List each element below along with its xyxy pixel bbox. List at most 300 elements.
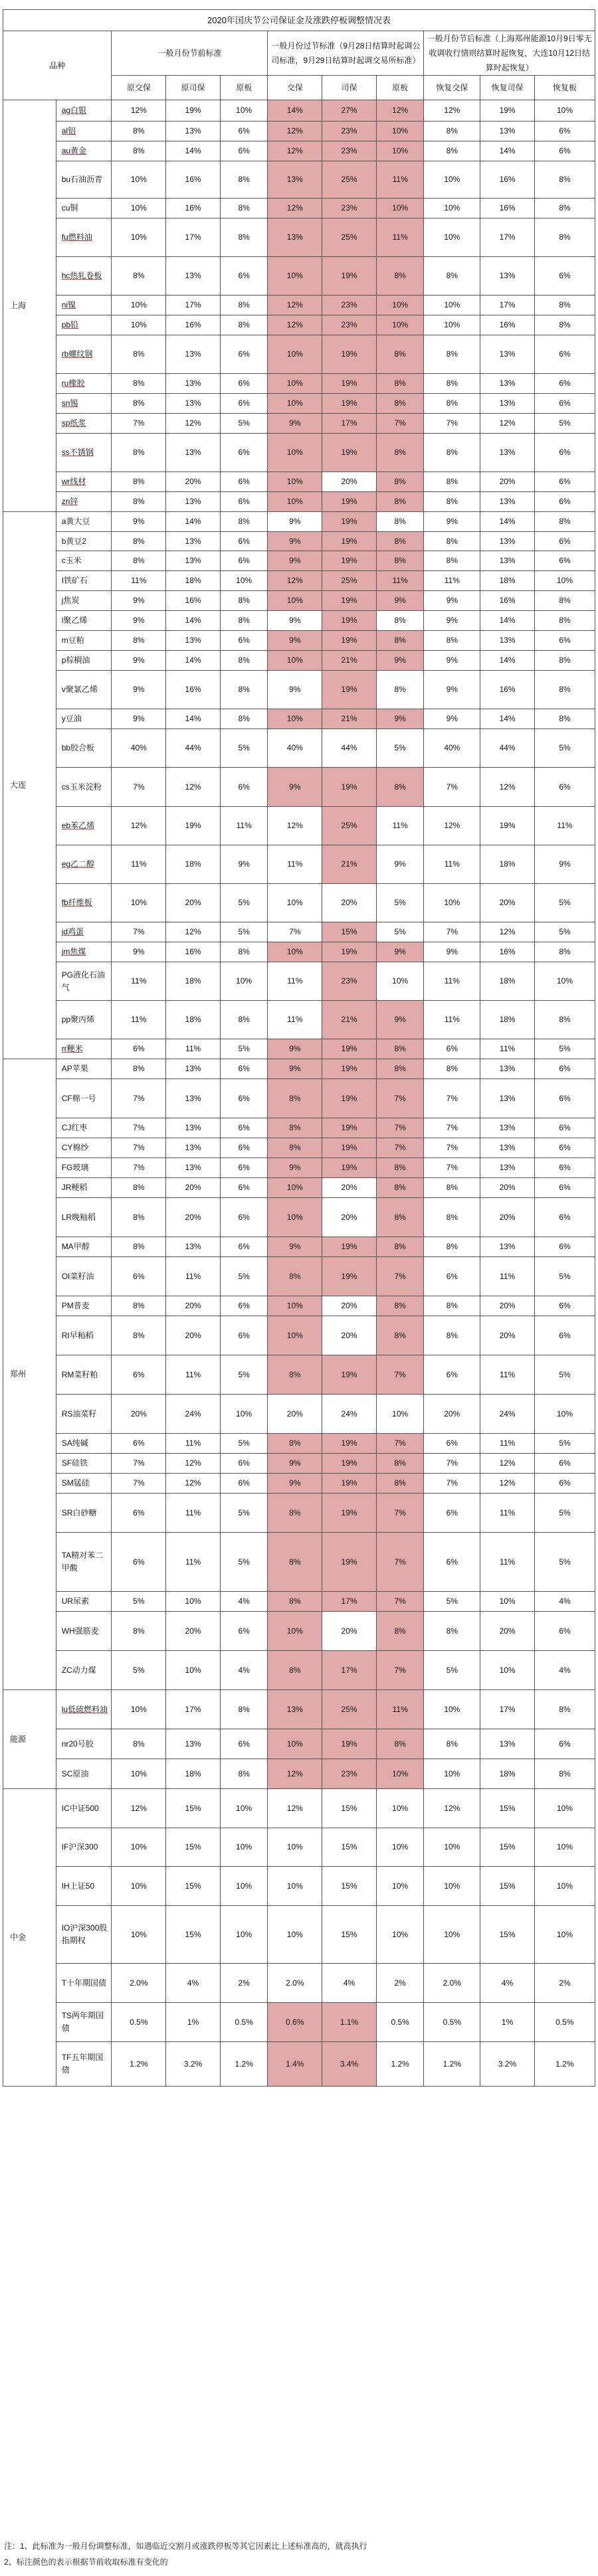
product-name: I铁矿石 — [61, 576, 88, 585]
product-name: RM菜籽粕 — [61, 1369, 98, 1379]
table-row — [3, 122, 595, 141]
product-name: CF棉一号 — [61, 1093, 96, 1103]
value-cell: 5% — [534, 922, 595, 942]
product-name: lu低硫燃料油 — [61, 1704, 108, 1714]
value-cell: 10% — [376, 141, 424, 161]
value-cell: 13% — [480, 1729, 535, 1759]
subheader-cell: 恢复交保 — [424, 76, 480, 100]
value-cell: 19% — [166, 807, 221, 845]
product-name: TF五年期国债 — [61, 2053, 104, 2075]
value-cell: 44% — [480, 729, 535, 768]
value-cell: 10% — [268, 1316, 322, 1355]
value-cell: 10% — [268, 335, 322, 374]
value-cell: 10% — [112, 1690, 166, 1729]
value-cell: 19% — [322, 1059, 377, 1079]
value-cell: 10% — [534, 1395, 595, 1434]
value-cell: 19% — [322, 1237, 377, 1257]
value-cell: 19% — [322, 434, 377, 472]
value-cell: 15% — [480, 1789, 535, 1828]
value-cell: 8% — [376, 1729, 424, 1759]
table-row — [3, 512, 595, 532]
value-cell: 16% — [480, 161, 535, 199]
value-cell: 8% — [220, 942, 268, 962]
value-cell: 16% — [480, 671, 535, 709]
value-cell: 19% — [322, 492, 377, 512]
value-cell: 8% — [376, 257, 424, 296]
value-cell: 23% — [322, 122, 377, 141]
value-cell: 23% — [322, 296, 377, 315]
value-cell: 13% — [480, 1158, 535, 1178]
value-cell: 12% — [480, 414, 535, 434]
value-cell: 9% — [376, 709, 424, 729]
value-cell: 7% — [112, 1079, 166, 1118]
value-cell: 14% — [480, 611, 535, 631]
value-cell: 19% — [322, 394, 377, 414]
subheader-cell: 司保 — [322, 76, 377, 100]
value-cell: 19% — [322, 1533, 377, 1592]
product-name-cell — [56, 199, 112, 218]
table-row — [3, 532, 595, 551]
value-cell: 4% — [220, 1592, 268, 1612]
value-cell: 6% — [534, 1612, 595, 1651]
value-cell: 9% — [424, 611, 480, 631]
value-cell: 6% — [534, 122, 595, 141]
value-cell: 23% — [322, 315, 377, 335]
value-cell: 14% — [480, 512, 535, 532]
value-cell: 8% — [424, 1316, 480, 1355]
value-cell: 13% — [166, 335, 221, 374]
value-cell: 8% — [424, 472, 480, 492]
value-cell: 8% — [268, 1118, 322, 1138]
value-cell: 6% — [220, 1118, 268, 1138]
value-cell: 8% — [112, 1612, 166, 1651]
value-cell: 7% — [424, 1474, 480, 1494]
product-name: eb苯乙烯 — [61, 821, 95, 830]
value-cell: 14% — [166, 611, 221, 631]
value-cell: 0.5% — [534, 2003, 595, 2042]
value-cell: 9% — [268, 671, 322, 709]
table-row — [3, 591, 595, 611]
product-name-cell — [56, 1158, 112, 1178]
value-cell: 5% — [220, 884, 268, 922]
value-cell: 7% — [112, 1454, 166, 1474]
product-name-cell — [56, 1355, 112, 1395]
value-cell: 20% — [480, 1198, 535, 1237]
value-cell: 8% — [112, 472, 166, 492]
value-cell: 2.0% — [424, 1964, 480, 2003]
value-cell: 20% — [166, 1178, 221, 1198]
table-row — [3, 1494, 595, 1533]
value-cell: 19% — [322, 1434, 377, 1454]
subheader-cell: 恢复板 — [534, 76, 595, 100]
value-cell: 18% — [166, 845, 221, 884]
value-cell: 11% — [480, 1494, 535, 1533]
value-cell: 7% — [424, 1158, 480, 1178]
value-cell: 7% — [376, 1355, 424, 1395]
product-name-cell — [56, 434, 112, 472]
value-cell: 7% — [424, 1079, 480, 1118]
table-row — [3, 768, 595, 807]
value-cell: 6% — [534, 1079, 595, 1118]
product-name: y豆油 — [61, 714, 82, 723]
value-cell: 11% — [112, 962, 166, 1001]
value-cell: 12% — [268, 296, 322, 315]
value-cell: 6% — [424, 1355, 480, 1395]
value-cell: 17% — [322, 414, 377, 434]
value-cell: 16% — [480, 199, 535, 218]
value-cell: 11% — [480, 1257, 535, 1296]
value-cell: 8% — [220, 296, 268, 315]
value-cell: 11% — [376, 218, 424, 257]
value-cell: 5% — [534, 1039, 595, 1059]
value-cell: 18% — [480, 571, 535, 591]
value-cell: 10% — [220, 100, 268, 122]
value-cell: 8% — [376, 394, 424, 414]
value-cell: 7% — [376, 1651, 424, 1690]
product-name: cu铜 — [61, 203, 78, 213]
value-cell: 4% — [220, 1651, 268, 1690]
value-cell: 19% — [322, 1118, 377, 1138]
value-cell: 9% — [112, 611, 166, 631]
value-cell: 10% — [376, 1395, 424, 1434]
value-cell: 16% — [166, 591, 221, 611]
value-cell: 23% — [322, 141, 377, 161]
value-cell: 13% — [480, 492, 535, 512]
subheader-cell: 交保 — [268, 76, 322, 100]
value-cell: 9% — [534, 845, 595, 884]
value-cell: 4% — [534, 1592, 595, 1612]
value-cell: 15% — [322, 1867, 377, 1906]
value-cell: 11% — [112, 1001, 166, 1039]
value-cell: 16% — [480, 942, 535, 962]
table-row — [3, 1178, 595, 1198]
value-cell: 10% — [268, 1828, 322, 1867]
product-name-cell — [56, 512, 112, 532]
value-cell: 10% — [220, 1867, 268, 1906]
table-row — [3, 942, 595, 962]
value-cell: 2% — [376, 1964, 424, 2003]
value-cell: 11% — [424, 571, 480, 591]
table-row — [3, 335, 595, 374]
value-cell: 5% — [220, 414, 268, 434]
table-row — [3, 1001, 595, 1039]
value-cell: 6% — [220, 1729, 268, 1759]
value-cell: 8% — [376, 1237, 424, 1257]
table-row — [3, 1651, 595, 1690]
value-cell: 15% — [166, 1867, 221, 1906]
value-cell: 10% — [376, 315, 424, 335]
product-name-cell — [56, 768, 112, 807]
value-cell: 13% — [166, 1059, 221, 1079]
value-cell: 14% — [268, 100, 322, 122]
value-cell: 19% — [322, 1079, 377, 1118]
value-cell: 17% — [480, 1690, 535, 1729]
value-cell: 6% — [534, 1198, 595, 1237]
value-cell: 12% — [268, 315, 322, 335]
value-cell: 10% — [268, 492, 322, 512]
value-cell: 6% — [534, 434, 595, 472]
value-cell: 9% — [268, 631, 322, 651]
value-cell: 6% — [220, 631, 268, 651]
value-cell: 10% — [376, 1867, 424, 1906]
value-cell: 19% — [480, 807, 535, 845]
product-name-cell — [56, 1533, 112, 1592]
value-cell: 6% — [220, 434, 268, 472]
value-cell: 10% — [480, 1651, 535, 1690]
value-cell: 12% — [268, 141, 322, 161]
value-cell: 11% — [376, 807, 424, 845]
product-name-cell — [56, 1474, 112, 1494]
value-cell: 8% — [220, 1690, 268, 1729]
value-cell: 14% — [480, 141, 535, 161]
product-name: LR晚籼稻 — [61, 1212, 96, 1222]
table-row — [3, 1906, 595, 1964]
value-cell: 9% — [268, 768, 322, 807]
table-row — [3, 161, 595, 199]
table-row — [3, 1079, 595, 1118]
value-cell: 10% — [112, 161, 166, 199]
value-cell: 12% — [166, 768, 221, 807]
value-cell: 4% — [534, 1651, 595, 1690]
value-cell: 16% — [166, 942, 221, 962]
value-cell: 10% — [534, 1789, 595, 1828]
product-name-cell — [56, 884, 112, 922]
value-cell: 10% — [424, 884, 480, 922]
value-cell: 6% — [534, 631, 595, 651]
value-cell: 11% — [480, 1355, 535, 1395]
table-row — [3, 1729, 595, 1759]
value-cell: 5% — [220, 1257, 268, 1296]
table-row — [3, 414, 595, 434]
value-cell: 6% — [220, 1237, 268, 1257]
value-cell: 6% — [534, 1454, 595, 1474]
table-row — [3, 1533, 595, 1592]
value-cell: 5% — [220, 1039, 268, 1059]
value-cell: 6% — [112, 1533, 166, 1592]
value-cell: 6% — [534, 1118, 595, 1138]
value-cell: 20% — [480, 472, 535, 492]
value-cell: 8% — [220, 1001, 268, 1039]
value-cell: 10% — [112, 1906, 166, 1964]
value-cell: 1.1% — [322, 2003, 377, 2042]
value-cell: 6% — [112, 1039, 166, 1059]
value-cell: 11% — [268, 845, 322, 884]
value-cell: 17% — [166, 218, 221, 257]
value-cell: 13% — [480, 1118, 535, 1138]
value-cell: 10% — [166, 1592, 221, 1612]
product-name: v聚氯乙烯 — [61, 685, 98, 694]
value-cell: 13% — [480, 335, 535, 374]
value-cell: 12% — [480, 1454, 535, 1474]
value-cell: 7% — [112, 1118, 166, 1138]
value-cell: 10% — [112, 1759, 166, 1789]
value-cell: 8% — [220, 709, 268, 729]
value-cell: 6% — [534, 1296, 595, 1316]
value-cell: 6% — [534, 492, 595, 512]
value-cell: 20% — [112, 1395, 166, 1434]
value-cell: 5% — [534, 1257, 595, 1296]
value-cell: 6% — [220, 768, 268, 807]
holiday-group-header: 一般月份过节标准（9月28日结算时起调公司标准，9月29日结算时起调交易所标准） — [268, 31, 424, 76]
product-name-cell — [56, 1178, 112, 1198]
value-cell: 19% — [322, 1454, 377, 1474]
value-cell: 8% — [534, 611, 595, 631]
value-cell: 8% — [534, 591, 595, 611]
product-name-cell — [56, 1759, 112, 1789]
value-cell: 9% — [376, 845, 424, 884]
value-cell: 7% — [112, 922, 166, 942]
value-cell: 12% — [480, 922, 535, 942]
value-cell: 23% — [322, 962, 377, 1001]
value-cell: 11% — [166, 1533, 221, 1592]
value-cell: 6% — [220, 257, 268, 296]
value-cell: 17% — [322, 1651, 377, 1690]
value-cell: 8% — [534, 161, 595, 199]
value-cell: 8% — [112, 1178, 166, 1198]
product-name-cell — [56, 1592, 112, 1612]
product-name-cell — [56, 1867, 112, 1906]
value-cell: 6% — [534, 551, 595, 571]
product-name-cell — [56, 1237, 112, 1257]
product-name: WH强筋麦 — [61, 1626, 99, 1636]
value-cell: 8% — [112, 374, 166, 394]
product-name: au黄金 — [61, 146, 87, 155]
value-cell: 8% — [376, 472, 424, 492]
value-cell: 8% — [376, 532, 424, 551]
value-cell: 5% — [220, 1494, 268, 1533]
product-name-cell — [56, 1079, 112, 1118]
product-name: m豆粕 — [61, 636, 84, 645]
value-cell: 8% — [112, 1237, 166, 1257]
value-cell: 12% — [166, 414, 221, 434]
value-cell: 7% — [376, 1257, 424, 1296]
value-cell: 20% — [480, 1296, 535, 1316]
value-cell: 13% — [480, 434, 535, 472]
value-cell: 5% — [376, 922, 424, 942]
table-row — [3, 884, 595, 922]
product-name-cell — [56, 1395, 112, 1434]
product-name-cell — [56, 631, 112, 651]
product-name: rr粳米 — [61, 1044, 83, 1053]
value-cell: 12% — [480, 1474, 535, 1494]
product-name-cell — [56, 1198, 112, 1237]
value-cell: 10% — [424, 161, 480, 199]
value-cell: 6% — [534, 1178, 595, 1198]
value-cell: 8% — [220, 611, 268, 631]
value-cell: 8% — [112, 1296, 166, 1316]
value-cell: 9% — [268, 414, 322, 434]
table-row — [3, 1158, 595, 1178]
value-cell: 8% — [220, 315, 268, 335]
value-cell: 10% — [268, 394, 322, 414]
value-cell: 16% — [480, 315, 535, 335]
value-cell: 16% — [166, 161, 221, 199]
value-cell: 9% — [268, 1039, 322, 1059]
value-cell: 8% — [376, 611, 424, 631]
value-cell: 23% — [322, 1759, 377, 1789]
table-title: 2020年国庆节公司保证金及涨跌停板调整情况表 — [3, 10, 595, 31]
value-cell: 6% — [534, 768, 595, 807]
product-name: JR粳稻 — [61, 1183, 88, 1192]
value-cell: 13% — [166, 532, 221, 551]
value-cell: 8% — [424, 1237, 480, 1257]
product-name: T十年期国债 — [61, 1978, 107, 1988]
value-cell: 8% — [376, 492, 424, 512]
value-cell: 8% — [376, 671, 424, 709]
value-cell: 19% — [480, 100, 535, 122]
value-cell: 5% — [112, 1592, 166, 1612]
value-cell: 19% — [322, 335, 377, 374]
product-name-cell — [56, 414, 112, 434]
value-cell: 13% — [480, 551, 535, 571]
value-cell: 8% — [424, 122, 480, 141]
value-cell: 8% — [534, 671, 595, 709]
value-cell: 24% — [480, 1395, 535, 1434]
value-cell: 20% — [166, 1198, 221, 1237]
value-cell: 19% — [322, 671, 377, 709]
value-cell: 19% — [322, 1257, 377, 1296]
product-name-cell — [56, 1494, 112, 1533]
value-cell: 18% — [166, 962, 221, 1001]
table-row — [3, 1039, 595, 1059]
product-name: FG玻璃 — [61, 1163, 89, 1172]
value-cell: 8% — [424, 374, 480, 394]
table-row — [3, 1316, 595, 1355]
value-cell: 5% — [534, 1355, 595, 1395]
value-cell: 10% — [268, 709, 322, 729]
value-cell: 9% — [268, 611, 322, 631]
value-cell: 10% — [268, 1867, 322, 1906]
value-cell: 10% — [112, 218, 166, 257]
value-cell: 1% — [166, 2003, 221, 2042]
value-cell: 19% — [322, 1138, 377, 1158]
value-cell: 13% — [480, 532, 535, 551]
product-name-cell — [56, 2003, 112, 2042]
value-cell: 10% — [268, 1729, 322, 1759]
value-cell: 7% — [112, 414, 166, 434]
value-cell: 6% — [220, 551, 268, 571]
value-cell: 19% — [322, 1474, 377, 1494]
value-cell: 5% — [220, 729, 268, 768]
value-cell: 9% — [268, 1059, 322, 1079]
value-cell: 8% — [220, 199, 268, 218]
table-row — [3, 729, 595, 768]
value-cell: 14% — [480, 651, 535, 671]
value-cell: 3.2% — [166, 2042, 221, 2087]
value-cell: 8% — [534, 218, 595, 257]
value-cell: 8% — [376, 335, 424, 374]
value-cell: 8% — [424, 1198, 480, 1237]
value-cell: 24% — [322, 1395, 377, 1434]
value-cell: 19% — [322, 551, 377, 571]
value-cell: 4% — [322, 1964, 377, 2003]
table-row — [3, 1355, 595, 1395]
value-cell: 6% — [220, 1454, 268, 1474]
product-header: 品种 — [3, 31, 112, 100]
product-name: IO沪深300股指期权 — [61, 1923, 108, 1945]
value-cell: 10% — [268, 1296, 322, 1316]
value-cell: 6% — [112, 1257, 166, 1296]
product-name-cell — [56, 315, 112, 335]
value-cell: 20% — [322, 1296, 377, 1316]
value-cell: 14% — [166, 512, 221, 532]
value-cell: 27% — [322, 100, 377, 122]
value-cell: 16% — [480, 591, 535, 611]
value-cell: 9% — [268, 1237, 322, 1257]
value-cell: 13% — [166, 1729, 221, 1759]
value-cell: 9% — [268, 532, 322, 551]
value-cell: 11% — [376, 1690, 424, 1729]
